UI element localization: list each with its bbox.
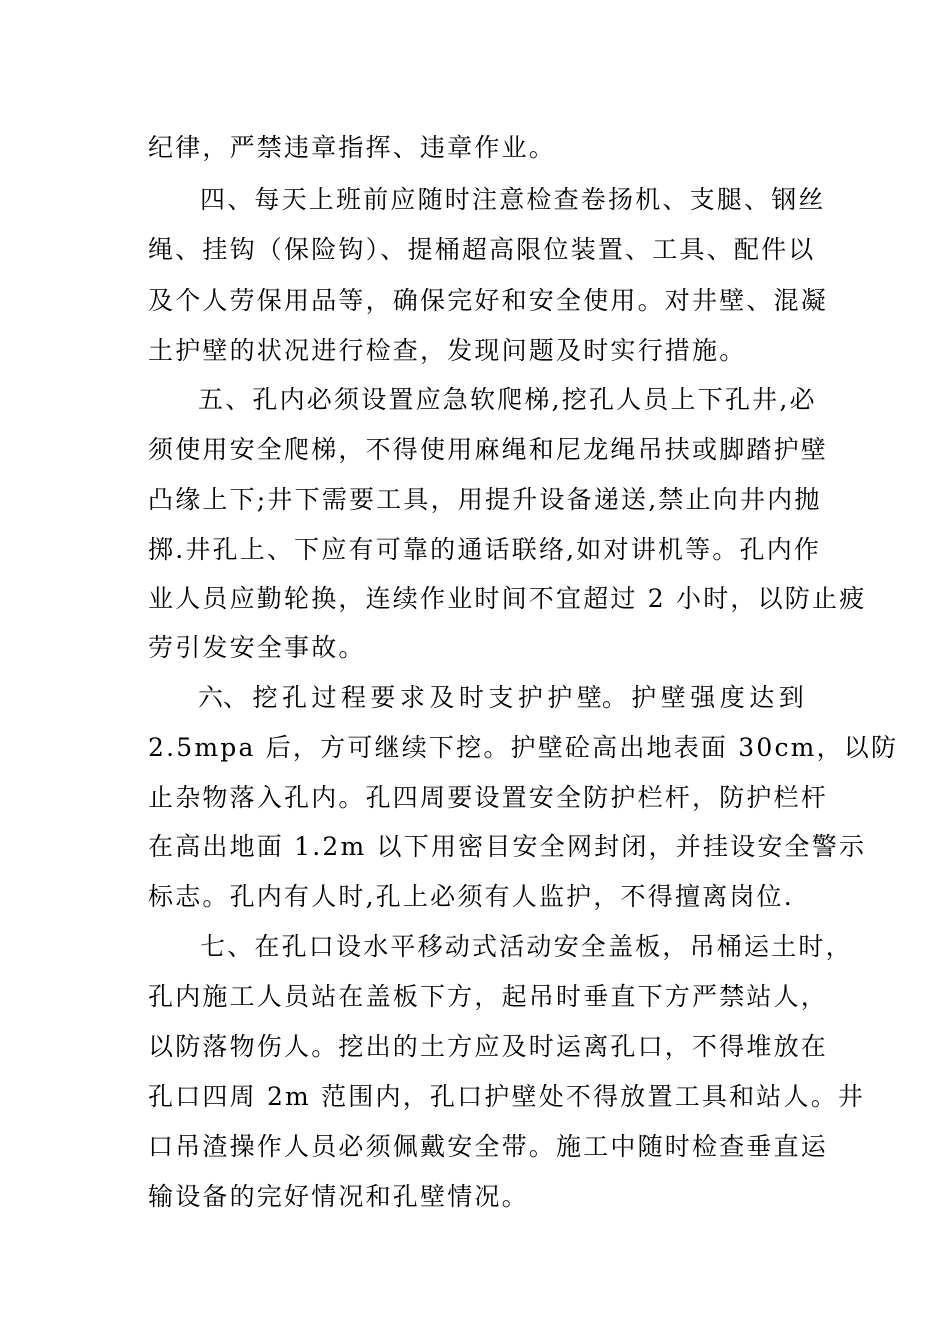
heading-six-char: 护: [547, 683, 573, 712]
text-line-15: 在高出地面 1.2m 以下用密目安全网封闭，并挂设安全警示: [148, 832, 867, 861]
heading-six-char: 壁。: [576, 683, 627, 712]
heading-six-char: 达: [749, 683, 775, 712]
heading-six-char: 要: [370, 683, 396, 712]
heading-six-char: 到: [778, 683, 804, 712]
text-line-8: 凸缘上下;井下需要工具，用提升设备递送,禁止向井内抛: [148, 485, 822, 514]
text-line-16: 标志。孔内有人时,孔上必须有人监护，不得擅离岗位.: [148, 882, 794, 911]
text-line-22: 输设备的完好情况和孔壁情况。: [148, 1182, 529, 1211]
text-line-4: 及个人劳保用品等，确保完好和安全使用。对井壁、混凝: [148, 286, 829, 315]
text-line-18: 孔内施工人员站在盖板下方，起吊时垂直下方严禁站人，: [148, 982, 829, 1011]
heading-six-char: 及: [429, 683, 455, 712]
heading-six-char: 挖: [252, 683, 278, 712]
text-line-10: 业人员应勤轮换，连续作业时间不宜超过 2 小时，以防止疲: [148, 584, 867, 613]
heading-six-justified: [198, 683, 804, 713]
heading-six-char: 求: [399, 683, 425, 712]
text-line-21: 口吊渣操作人员必须佩戴安全带。施工中随时检查垂直运: [148, 1132, 829, 1161]
heading-six-char: 程: [340, 683, 366, 712]
text-line-2: 四、每天上班前应随时注意检查卷扬机、支腿、钢丝: [200, 185, 826, 214]
text-line-5: 土护壁的状况进行检查，发现问题及时实行措施。: [148, 336, 747, 365]
heading-six-char: 强: [690, 683, 716, 712]
text-line-1: 纪律，严禁违章指挥、违章作业。: [148, 133, 557, 162]
text-line-20: 孔口四周 2m 范围内，孔口护壁处不得放置工具和站人。井: [148, 1082, 866, 1111]
text-line-12: [198, 683, 806, 713]
heading-six-char: 护: [631, 683, 657, 712]
text-line-14: 止杂物落入孔内。孔四周要设置安全防护栏杆，防护栏杆: [148, 783, 829, 812]
text-line-9: 掷.井孔上、下应有可靠的通话联络,如对讲机等。孔内作: [148, 535, 822, 564]
heading-six-char: 过: [311, 683, 337, 712]
heading-six-char: 六、: [198, 683, 249, 712]
heading-six-char: 度: [719, 683, 745, 712]
text-line-6: 五、孔内必须设置应急软爬梯,挖孔人员上下孔井,必: [198, 385, 817, 414]
text-line-19: 以防落物伤人。挖出的土方应及时运离孔口，不得堆放在: [148, 1032, 829, 1061]
heading-six-char: 壁: [660, 683, 686, 712]
heading-six-char: 支: [488, 683, 514, 712]
text-line-13: 2.5mpa 后，方可继续下挖。护壁砼高出地表面 30cm，以防: [148, 733, 899, 762]
text-line-11: 劳引发安全事故。: [148, 633, 366, 662]
heading-six-char: 孔: [281, 683, 307, 712]
heading-six-char: 护: [517, 683, 543, 712]
text-line-17: 七、在孔口设水平移动式活动安全盖板，吊桶运土时，: [200, 932, 853, 961]
heading-six-char: 时: [458, 683, 484, 712]
text-line-3: 绳、挂钩（保险钩）、提桶超高限位装置、工具、配件以: [148, 235, 816, 264]
text-line-7: 须使用安全爬梯，不得使用麻绳和尼龙绳吊扶或脚踏护壁: [148, 435, 829, 464]
